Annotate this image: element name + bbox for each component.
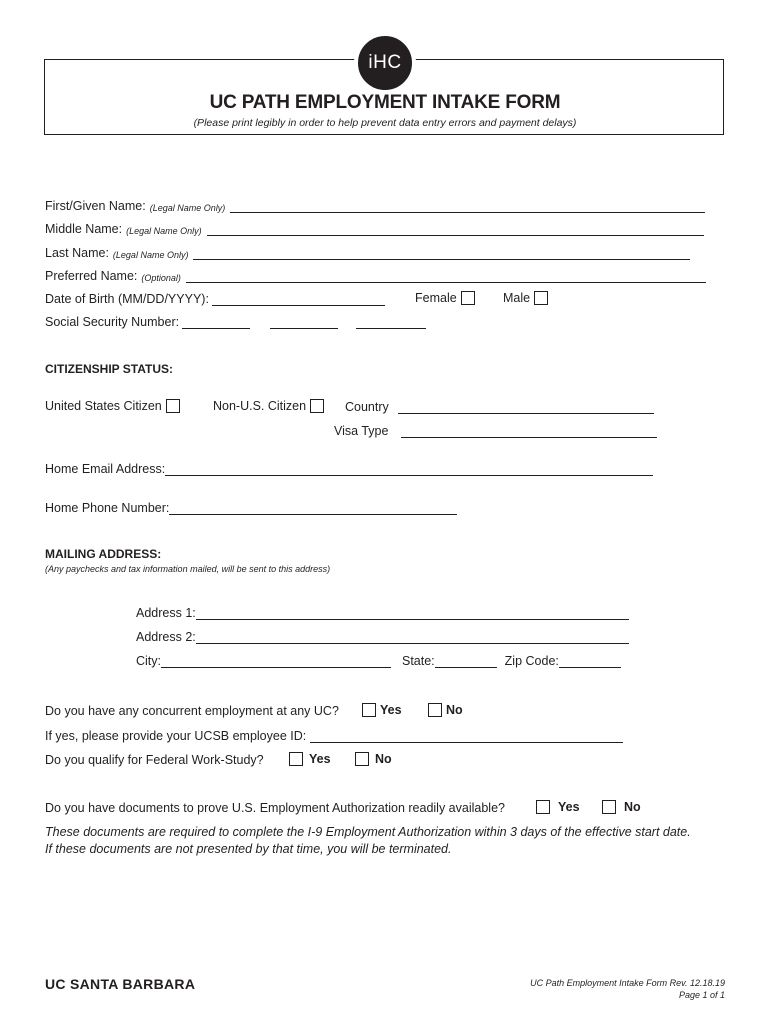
address2-row [136, 630, 629, 644]
docs-no-option [598, 800, 641, 814]
ucsb-id-field[interactable] [310, 730, 623, 743]
ssn-label: Social Security Number: [45, 315, 180, 329]
form-subtitle: (Please print legibly in order to help prevent data entry errors and payment delays) [193, 117, 577, 129]
mailing-note: (Any paychecks and tax information mailed, will be sent to this address) [45, 564, 331, 574]
logo-text: iHC [368, 52, 402, 73]
ssn-part2-field[interactable] [270, 316, 338, 329]
concurrent-yes-option [358, 703, 402, 717]
zip-field[interactable] [559, 655, 621, 668]
female-option [415, 291, 475, 305]
preferred-name-row [45, 269, 706, 283]
middle-name-hint: (Legal Name Only) [126, 226, 202, 236]
country-label: Country [345, 400, 389, 414]
revision-text: UC Path Employment Intake Form Rev. 12.18.19 [530, 978, 725, 988]
dob-field[interactable] [212, 293, 385, 306]
concurrent-employment-row [45, 704, 339, 718]
us-citizen-option [45, 399, 180, 413]
workstudy-no-checkbox[interactable] [355, 752, 369, 766]
phone-field[interactable] [169, 502, 457, 515]
ssn-part3-field[interactable] [356, 316, 426, 329]
docs-no-label: No [624, 800, 641, 814]
country-field[interactable] [398, 401, 654, 414]
ucsb-id-row [45, 729, 623, 743]
footer-revision [440, 977, 725, 1001]
workstudy-no-option [351, 752, 392, 766]
ihc-logo [354, 32, 416, 94]
last-name-field[interactable] [193, 247, 690, 260]
phone-row [45, 501, 457, 515]
workstudy-no-label: No [375, 752, 392, 766]
zip-label: Zip Code: [504, 654, 559, 668]
docs-note-line1: These documents are required to complete the I-9 Employment Authorization within 3 days of the effective start date. [45, 825, 691, 839]
male-option [503, 291, 548, 305]
middle-name-label: Middle Name: [45, 222, 123, 236]
workstudy-question: Do you qualify for Federal Work-Study? [45, 753, 264, 767]
state-field[interactable] [435, 655, 497, 668]
docs-question: Do you have documents to prove U.S. Employment Authorization readily available? [45, 801, 505, 815]
female-checkbox[interactable] [461, 291, 475, 305]
state-label: State: [402, 654, 435, 668]
last-name-label: Last Name: [45, 246, 109, 260]
us-citizen-label: United States Citizen [45, 399, 162, 413]
email-row [45, 462, 653, 476]
visa-row [334, 424, 657, 438]
citizenship-heading: CITIZENSHIP STATUS: [45, 362, 174, 376]
middle-name-field[interactable] [207, 223, 704, 236]
last-name-hint: (Legal Name Only) [112, 250, 189, 260]
concurrent-no-option [424, 703, 463, 717]
ucsb-id-label: If yes, please provide your UCSB employee ID: [45, 729, 307, 743]
visa-label: Visa Type [334, 424, 389, 438]
city-field[interactable] [161, 655, 391, 668]
workstudy-row [45, 753, 264, 767]
address2-field[interactable] [196, 631, 629, 644]
country-row [345, 400, 654, 414]
dob-row [45, 292, 385, 306]
ssn-row [45, 315, 426, 329]
docs-no-checkbox[interactable] [602, 800, 616, 814]
preferred-name-label: Preferred Name: [45, 269, 138, 283]
docs-yes-option [532, 800, 580, 814]
non-us-citizen-option [213, 399, 324, 413]
address1-field[interactable] [196, 607, 629, 620]
city-row [136, 654, 621, 668]
female-label: Female [415, 291, 457, 305]
docs-row [45, 801, 505, 815]
middle-name-row [45, 222, 704, 236]
last-name-row [45, 246, 690, 260]
city-label: City: [136, 654, 161, 668]
workstudy-yes-option [285, 752, 331, 766]
ssn-part1-field[interactable] [182, 316, 250, 329]
form-title: UC PATH EMPLOYMENT INTAKE FORM [209, 92, 561, 113]
page-number: Page 1 of 1 [678, 990, 725, 1000]
concurrent-no-checkbox[interactable] [428, 703, 442, 717]
non-us-citizen-label: Non-U.S. Citizen [213, 399, 307, 413]
visa-field[interactable] [401, 425, 657, 438]
male-checkbox[interactable] [534, 291, 548, 305]
us-citizen-checkbox[interactable] [166, 399, 180, 413]
workstudy-yes-label: Yes [309, 752, 331, 766]
ucsb-logo: UC SANTA BARBARA [45, 976, 196, 992]
concurrent-yes-checkbox[interactable] [362, 703, 376, 717]
docs-note-line2: If these documents are not presented by that time, you will be terminated. [45, 842, 452, 856]
address2-label: Address 2: [136, 630, 196, 644]
dob-label: Date of Birth (MM/DD/YYYY): [45, 292, 209, 306]
docs-yes-checkbox[interactable] [536, 800, 550, 814]
first-name-label: First/Given Name: [45, 199, 146, 213]
first-name-hint: (Legal Name Only) [149, 203, 226, 213]
preferred-name-field[interactable] [186, 270, 706, 283]
address1-label: Address 1: [136, 606, 196, 620]
address1-row [136, 606, 629, 620]
mailing-heading: MAILING ADDRESS: [45, 547, 162, 561]
concurrent-employment-question: Do you have any concurrent employment at any UC? [45, 704, 339, 718]
email-field[interactable] [165, 463, 653, 476]
male-label: Male [503, 291, 531, 305]
email-label: Home Email Address: [45, 462, 166, 476]
concurrent-yes-label: Yes [380, 703, 402, 717]
workstudy-yes-checkbox[interactable] [289, 752, 303, 766]
concurrent-no-label: No [446, 703, 463, 717]
non-us-citizen-checkbox[interactable] [310, 399, 324, 413]
first-name-field[interactable] [230, 200, 705, 213]
docs-yes-label: Yes [558, 800, 580, 814]
docs-note [45, 824, 735, 858]
first-name-row [45, 199, 705, 213]
preferred-name-hint: (Optional) [141, 273, 181, 283]
phone-label: Home Phone Number: [45, 501, 170, 515]
